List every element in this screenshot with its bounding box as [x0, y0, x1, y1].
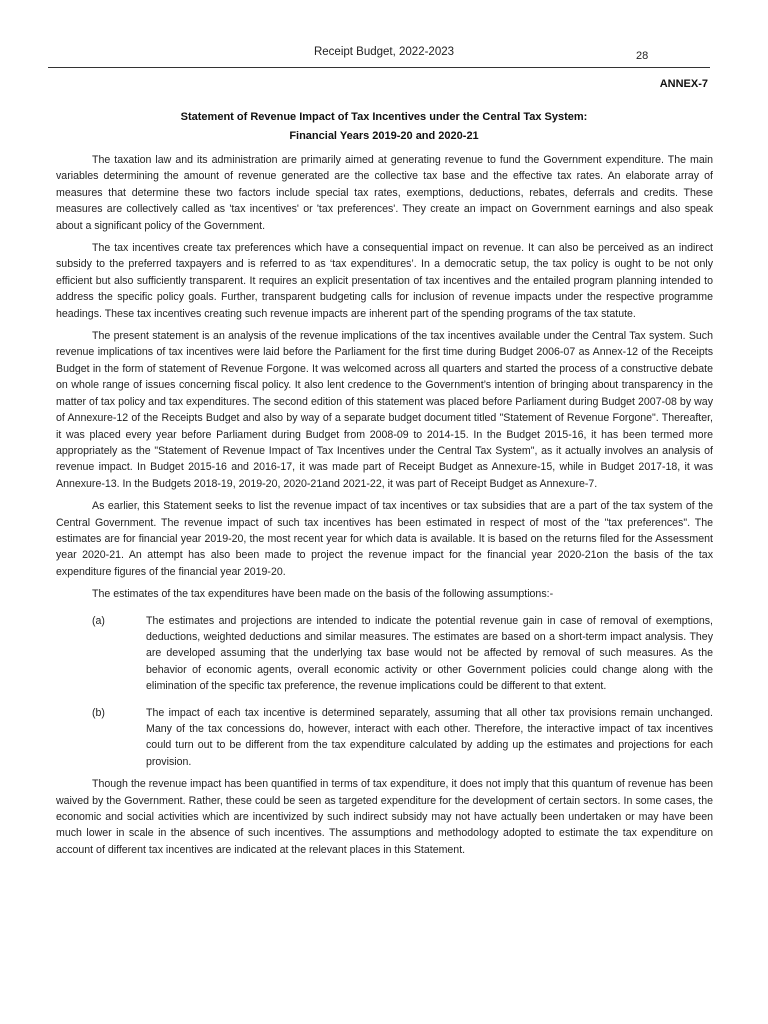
paragraph-6: Though the revenue impact has been quantified in terms of tax expenditure, it does not imply that this quantum of revenue has been waived by the Government. Rather, these could be seen as targeted expenditure for the development of certain sectors. In some cases, the economic and social activities which are incentivized by such indirect subsidy may not have actually been undertaken or may have been much lower in scale in the absence of such incentives. The assumptions and methodology adopted to estimate the tax expenditure on account of different tax incentives are indicated at the relevant places in this Statement. — [56, 778, 713, 856]
title-line-1: Statement of Revenue Impact of Tax Incentives under the Central Tax System: — [180, 111, 588, 123]
assumption-text: The impact of each tax incentive is determined separately, assuming that all other tax provisions remain unchanged. Many of the tax concessions do, however, interact with each other. Therefore, the interactive impact of tax incentives could turn out to be different from the tax expenditure calculated by adding up the estimates and projections for each provision. — [146, 706, 713, 768]
paragraph-1: The taxation law and its administration are primarily aimed at generating revenue to fund the Government expenditure. The main variables determining the amount of revenue generated are the collective tax base and the effective tax rates. An elaborate array of measures that determine these two factors include special tax rates, exemptions, deductions, rebates, deferrals and credits. These measures are collectively called as 'tax incentives' or 'tax preferences'. They create an impact on Government earnings and also speak about a significant policy of the Government. — [56, 154, 713, 232]
annex-label: ANNEX-7 — [659, 78, 708, 90]
document-title — [0, 108, 768, 146]
header-divider — [48, 67, 710, 68]
page-number: 28 — [636, 50, 649, 62]
assumption-item — [56, 705, 713, 771]
title-line-2: Financial Years 2019-20 and 2020-21 — [289, 130, 479, 142]
paragraph-5: The estimates of the tax expenditures have been made on the basis of the following assumptions:- — [92, 588, 554, 601]
assumption-item — [56, 613, 713, 695]
running-header: Receipt Budget, 2022-2023 — [313, 46, 455, 58]
paragraph-4: As earlier, this Statement seeks to list the revenue impact of tax incentives or tax subsidies that are a part of the tax system of the Central Government. The revenue impact of such tax incentives has been estimated in respect of most of the "tax preferences". The estimates are for financial year 2019-20, the most recent year for which data is available. It is based on the returns filed for the Assessment year 2020-21. An attempt has also been made to project the revenue impact for the financial year 2020-21on the basis of the tax expenditure figures of the financial year 2019-20. — [56, 500, 713, 578]
body-text — [56, 152, 713, 864]
assumption-marker: (b) — [92, 706, 105, 719]
assumption-marker: (a) — [92, 614, 105, 627]
paragraph-2: The tax incentives create tax preferences which have a consequential impact on revenue. It can also be perceived as an indirect subsidy to the preferred taxpayers and is referred to as ‘tax expenditures’. In a democratic setup, the tax policy is ought to be not only efficient but also sufficiently transparent. It requires an explicit presentation of tax incentives and the entailed program planning intended to address the specific policy goals. Further, transparent budgeting calls for inclusion of revenue impacts under the respective programme headings. These tax incentives creating such revenue impacts are inherent part of the spending programs of the tax statute. — [56, 242, 713, 320]
assumption-text: The estimates and projections are intended to indicate the potential revenue gain in case of removal of exemptions, deductions, weighted deductions and similar measures. The estimates are based on a short-term impact analysis. They are developed assuming that the underlying tax base would not be affected by removal of such measures. As the behavior of economic agents, overall economic activity or other Government policies could change along with the elimination of the specific tax preference, the revenue implications could be different to that extent. — [146, 614, 713, 693]
paragraph-3: The present statement is an analysis of the revenue implications of the tax incentives available under the Central Tax system. Such revenue implications of tax incentives were laid before the Parliament for the first time during Budget 2006-07 as Annex-12 of the Receipts Budget in the form of statement of Revenue Forgone. It was welcomed across all quarters and started the process of a constructive debate on whole range of issues concerning fiscal policy. It also lent credence to the Government’s intention of bringing about transparency in the matter of tax policy and tax expenditures. The second edition of this statement was placed before Parliament during Budget 2007-08 by way of Annexure-12 of the Receipts Budget and also by way of a separate budget document titled "Statement of Revenue Forgone". Thereafter, it was placed every year before Parliament during Budget from 2008-09 to 2014-15. In the Budget 2015-16, it has been termed more appropriately as the "Statement of Revenue Impact of Tax Incentives under the Central Tax System", as it actually involves an analysis of revenue impact. In Budget 2015-16 and 2016-17, it was made part of Receipt Budget as Annexure-15, while in Budget 2017-18, it was Annexure-13. In the Budgets 2018-19, 2019-20, 2020-21and 2021-22, it was part of Receipt Budget as Annexure-7. — [56, 330, 713, 490]
